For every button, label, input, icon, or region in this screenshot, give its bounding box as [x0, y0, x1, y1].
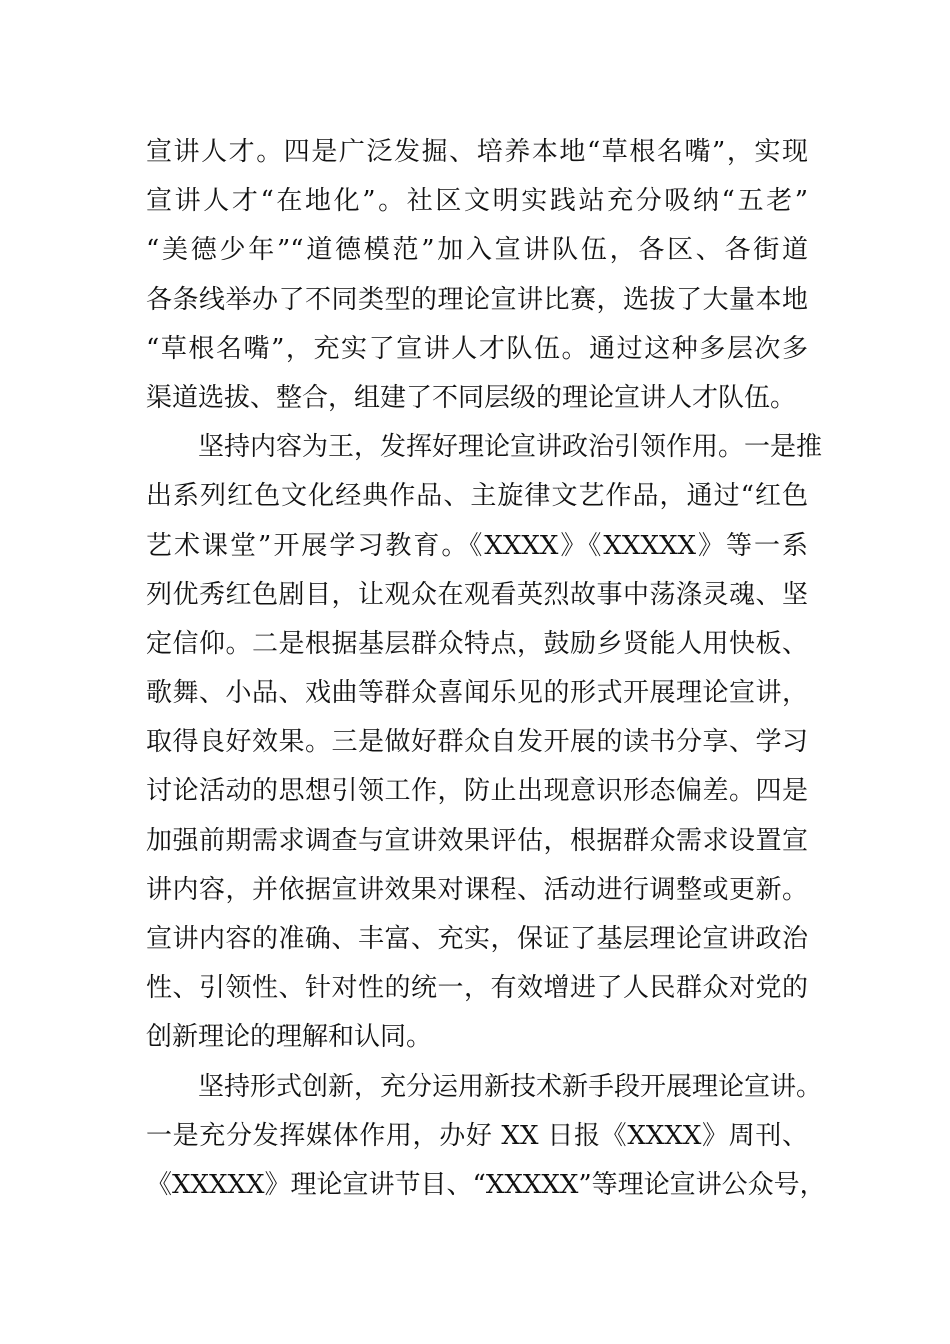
text-line: 定信仰。二是根据基层群众特点，鼓励乡贤能人用快板、	[146, 628, 808, 659]
text-line: 取得良好效果。三是做好群众自发开展的读书分享、学习	[146, 727, 808, 758]
text-line: 创新理论的理解和认同。	[146, 1022, 433, 1053]
document-body-text	[146, 128, 826, 1210]
text-line: 讲内容，并依据宣讲效果对课程、活动进行调整或更新。	[146, 874, 808, 905]
text-line: 坚持内容为王，发挥好理论宣讲政治引领作用。一是推	[146, 432, 823, 463]
text-line: 列优秀红色剧目，让观众在观看英烈故事中荡涤灵魂、坚	[146, 579, 808, 610]
text-line: 艺术课堂”开展学习教育。《XXXX》《XXXXX》等一系	[146, 530, 808, 561]
text-line: 歌舞、小品、戏曲等群众喜闻乐见的形式开展理论宣讲，	[146, 678, 808, 709]
text-line: 宣讲人才“在地化”。社区文明实践站充分吸纳“五老”	[146, 186, 808, 217]
text-line: 宣讲人才。四是广泛发掘、培养本地“草根名嘴”，实现	[146, 137, 808, 167]
text-line: 性、引领性、针对性的统一，有效增进了人民群众对党的	[146, 973, 808, 1004]
text-line: 一是充分发挥媒体作用，办好 XX 日报《XXXX》周刊、	[146, 1120, 808, 1151]
text-line: “美德少年”“道德模范”加入宣讲队伍，各区、各街道	[146, 235, 808, 266]
text-line: 加强前期需求调查与宣讲效果评估，根据群众需求设置宣	[146, 825, 808, 856]
text-line: 《XXXXX》理论宣讲节目、“XXXXX”等理论宣讲公众号，	[146, 1169, 826, 1200]
text-line: 讨论活动的思想引领工作，防止出现意识形态偏差。四是	[146, 776, 808, 807]
text-line: 坚持形式创新，充分运用新技术新手段开展理论宣讲。	[146, 1071, 823, 1102]
text-line: 出系列红色文化经典作品、主旋律文艺作品，通过“红色	[146, 481, 808, 512]
text-line: 各条线举办了不同类型的理论宣讲比赛，选拔了大量本地	[146, 284, 808, 315]
text-line: “草根名嘴”，充实了宣讲人才队伍。通过这种多层次多	[146, 333, 808, 364]
text-line: 渠道选拔、整合，组建了不同层级的理论宣讲人才队伍。	[146, 382, 797, 413]
text-line: 宣讲内容的准确、丰富、充实，保证了基层理论宣讲政治	[146, 924, 808, 954]
